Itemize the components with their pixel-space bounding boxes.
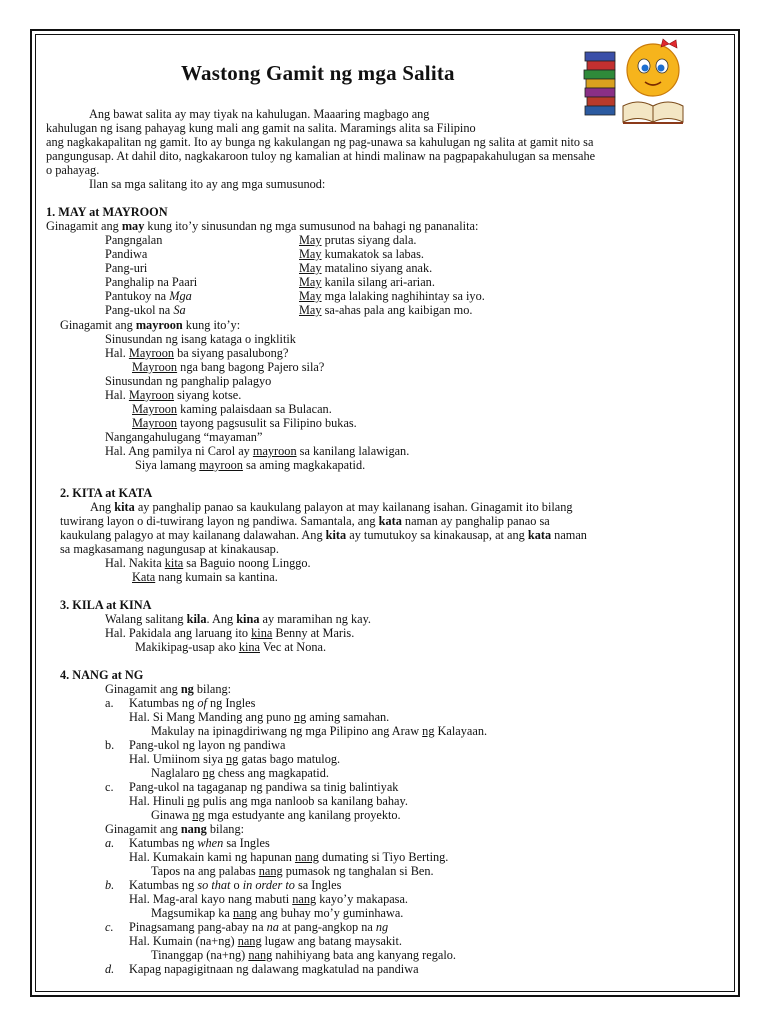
s4-example: Tinanggap (na+ng) nang nahihiyang bata ang kanyang regalo.	[151, 948, 456, 962]
s1-example: Hal. Mayroon siyang kotse.	[105, 388, 242, 402]
s4-example: Makulay na ipinagdiriwang ng mga Pilipino ang Araw ng Kalayaan.	[151, 724, 488, 738]
s4-example: Naglalaro ng chess ang magkapatid.	[151, 766, 329, 780]
s4-example: Hal. Umiinom siya ng gatas bago matulog.	[129, 752, 341, 766]
s4-nang-intro: Ginagamit ang nang bilang:	[105, 822, 245, 836]
s4-example: Ginawa ng mga estudyante ang kanilang proyekto.	[151, 808, 401, 822]
s1-row-key: Pangngalan	[105, 233, 163, 247]
intro-line-2: kahulugan ng isang pahayag kung mali ang gamit na salita. Maramings alita sa Filipino	[46, 121, 476, 135]
s4-nang-label-c: c.	[105, 920, 114, 934]
s1-case-2: Sinusundan ng panghalip palagyo	[105, 374, 272, 388]
s4-ng-label-c: c.	[105, 780, 114, 794]
s1-example: Hal. Ang pamilya ni Carol ay mayroon sa kanilang lalawigan.	[105, 444, 410, 458]
s4-ng-item-a: Katumbas ng of ng Ingles	[129, 696, 256, 710]
s2-example: Kata nang kumain sa kantina.	[132, 570, 278, 584]
intro-line-5: o pahayag.	[46, 163, 100, 177]
intro-line-6: Ilan sa mga salitang ito ay ang mga sumusunod:	[89, 177, 326, 191]
s1-row-example: May matalino siyang anak.	[299, 261, 433, 275]
s1-row-example: May kumakatok sa labas.	[299, 247, 424, 261]
section-4-heading: 4. NANG at NG	[60, 668, 144, 682]
s4-ng-item-c: Pang-ukol na tagaganap ng pandiwa sa tinig balintiyak	[129, 780, 399, 794]
s1-row-key: Pandiwa	[105, 247, 148, 261]
open-book-icon	[623, 102, 683, 124]
section-2-heading: 2. KITA at KATA	[60, 486, 153, 500]
s4-ng-label-b: b.	[105, 738, 115, 752]
books-emoji-clipart	[583, 38, 685, 124]
s4-example: Hal. Hinuli ng pulis ang mga nanloob sa kanilang bahay.	[129, 794, 408, 808]
s4-nang-item-d: Kapag napagigitnaan ng dalawang magkatulad na pandiwa	[129, 962, 419, 976]
s2-paragraph-line: sa magkasamang nagungusap at kinakausap.	[60, 542, 279, 556]
s1-intro: Ginagamit ang may kung ito’y sinusundan ng mga sumusunod na bahagi ng pananalita:	[46, 219, 479, 233]
intro-line-1: Ang bawat salita ay may tiyak na kahulugan. Maaaring magbago ang	[89, 107, 430, 121]
s1-row-key: Panghalip na Paari	[105, 275, 198, 289]
s4-example: Hal. Mag-aral kayo nang mabuti nang kayo’y makapasa.	[129, 892, 408, 906]
section-1-heading: 1. MAY at MAYROON	[46, 205, 168, 219]
s1-row-key: Pang-uri	[105, 261, 148, 275]
s4-ng-intro: Ginagamit ang ng bilang:	[105, 682, 232, 696]
s1-row-example: May prutas siyang dala.	[299, 233, 417, 247]
s2-paragraph-line: tuwirang layon o di-tuwirang layon ng pandiwa. Samantala, ang kata naman ay panghalip panao sa	[60, 514, 550, 528]
s4-nang-label-a: a.	[105, 836, 115, 850]
s4-nang-item-c: Pinagsamang pang-abay na na at pang-angkop na ng	[129, 920, 389, 934]
s3-example: Hal. Pakidala ang laruang ito kina Benny at Maris.	[105, 626, 355, 640]
s4-nang-item-b: Katumbas ng so that o in order to sa Ingles	[129, 878, 342, 892]
s3-paragraph: Walang salitang kila. Ang kina ay maramihan ng kay.	[105, 612, 372, 626]
s4-example: Hal. Si Mang Manding ang puno ng aming samahan.	[129, 710, 390, 724]
s1-case-3: Nangangahulugang “mayaman”	[105, 430, 263, 444]
book-stack-icon	[584, 52, 615, 115]
s1-example: Mayroon kaming palaisdaan sa Bulacan.	[132, 402, 332, 416]
s4-ng-item-b: Pang-ukol ng layon ng pandiwa	[129, 738, 286, 752]
s4-nang-item-a: Katumbas ng when sa Ingles	[129, 836, 270, 850]
s4-nang-label-b: b.	[105, 878, 115, 892]
intro-line-3: ang nagkakapalitan ng gamit. Ito ay bunga ng kakulangan ng pag-unawa sa kahulugan ng salita at gamit nito sa	[46, 135, 594, 149]
s1-example: Mayroon tayong pagsusulit sa Filipino bukas.	[132, 416, 357, 430]
s1-row-example: May sa-ahas pala ang kaibigan mo.	[299, 303, 473, 317]
s1-row-example: May kanila silang ari-arian.	[299, 275, 435, 289]
s4-example: Hal. Kumakain kami ng hapunan nang dumating si Tiyo Berting.	[129, 850, 449, 864]
s2-paragraph-line: kaukulang palagyo at may kailanang dalawahan. Ang kita ay tumutukoy sa kinakausap, at ang kata naman	[60, 528, 587, 542]
s3-example: Makikipag-usap ako kina Vec at Nona.	[135, 640, 327, 654]
s1-example: Siya lamang mayroon sa aming magkakapatid.	[135, 458, 366, 472]
s1-row-example: May mga lalaking naghihintay sa iyo.	[299, 289, 485, 303]
s4-ng-label-a: a.	[105, 696, 114, 710]
section-3-heading: 3. KILA at KINA	[60, 598, 152, 612]
s4-example: Magsumikap ka nang ang buhay mo’y guminhawa.	[151, 906, 404, 920]
s1-row-key: Pang-ukol na Sa	[105, 303, 186, 317]
s2-example: Hal. Nakita kita sa Baguio noong Linggo.	[105, 556, 311, 570]
s1-example: Hal. Mayroon ba siyang pasalubong?	[105, 346, 289, 360]
s1-mayroon-intro: Ginagamit ang mayroon kung ito’y:	[60, 318, 241, 332]
s1-row-key: Pantukoy na Mga	[105, 289, 192, 303]
s1-case-1: Sinusundan ng isang kataga o ingklitik	[105, 332, 296, 346]
intro-line-4: pangungusap. At dahil dito, nagkakaroon tuloy ng kamalian at hindi malinaw na pagpapakahulugan sa mensahe	[46, 149, 596, 163]
s1-example: Mayroon nga bang bagong Pajero sila?	[132, 360, 325, 374]
smiley-face-icon	[627, 39, 679, 96]
s4-example: Hal. Kumain (na+ng) nang lugaw ang batang maysakit.	[129, 934, 402, 948]
s4-nang-label-d: d.	[105, 962, 115, 976]
s2-paragraph-line: Ang kita ay panghalip panao sa kaukulang palayon at may kailanang isahan. Ginagamit ito bilang	[90, 500, 573, 514]
page-title: Wastong Gamit ng mga Salita	[181, 61, 455, 85]
s4-example: Tapos na ang palabas nang pumasok ng tanghalan si Ben.	[151, 864, 434, 878]
